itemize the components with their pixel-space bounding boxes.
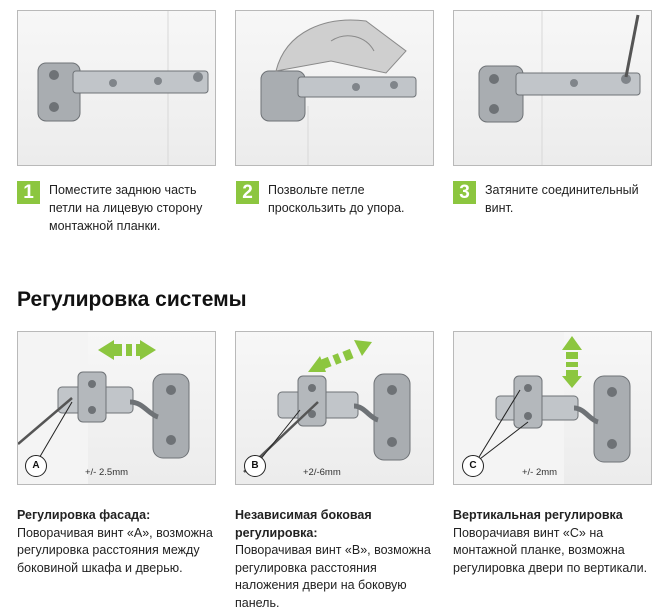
double-arrow-diagonal-icon (308, 340, 372, 372)
step-3 (453, 181, 653, 217)
tolerance-b: +2/-6mm (303, 467, 341, 478)
adjustment-text: Поворачивая винт «A», возможна регулировка расстояния между боковиной шкафа и дверью. (17, 525, 213, 575)
adjustment-c-description (453, 507, 658, 577)
step-1 (17, 181, 217, 235)
step-number: 1 (17, 181, 40, 204)
step-2-photo (235, 10, 434, 166)
adjustment-a-photo (17, 331, 216, 485)
step-1-photo (17, 10, 216, 166)
adjustment-title: Вертикальная регулировка (453, 508, 623, 522)
tolerance-c: +/- 2mm (522, 467, 558, 478)
step-2 (236, 181, 436, 217)
step-number: 2 (236, 181, 259, 204)
step-3-photo (453, 10, 652, 166)
adjustment-b-description (235, 507, 435, 612)
callout-a: A (25, 455, 47, 477)
callout-b: B (244, 455, 266, 477)
adjustment-title: Независимая боковая регулировка: (235, 508, 372, 540)
step-number: 3 (453, 181, 476, 204)
adjustment-title: Регулировка фасада: (17, 508, 151, 522)
step-text: Затяните соединительный винт. (485, 183, 639, 215)
double-arrow-horizontal-icon (98, 340, 156, 360)
step-text: Поместите заднюю часть петли на лицевую сторону монтажной планки. (49, 183, 203, 233)
step-text: Позвольте петле проскользить до упора. (268, 183, 405, 215)
section-title: Регулировка системы (17, 288, 247, 311)
tolerance-a: +/- 2.5mm (85, 467, 129, 478)
double-arrow-vertical-icon (562, 336, 582, 388)
adjustment-text: Поворачиавя винт «C» на монтажной планке, возможна регулировка двери по вертикали. (453, 525, 648, 575)
adjustment-text: Поворачивая винт «B», возможна регулировка расстояния наложения двери на боковую панель. (235, 543, 431, 610)
adjustment-a-description (17, 507, 217, 577)
callout-c: C (462, 455, 484, 477)
